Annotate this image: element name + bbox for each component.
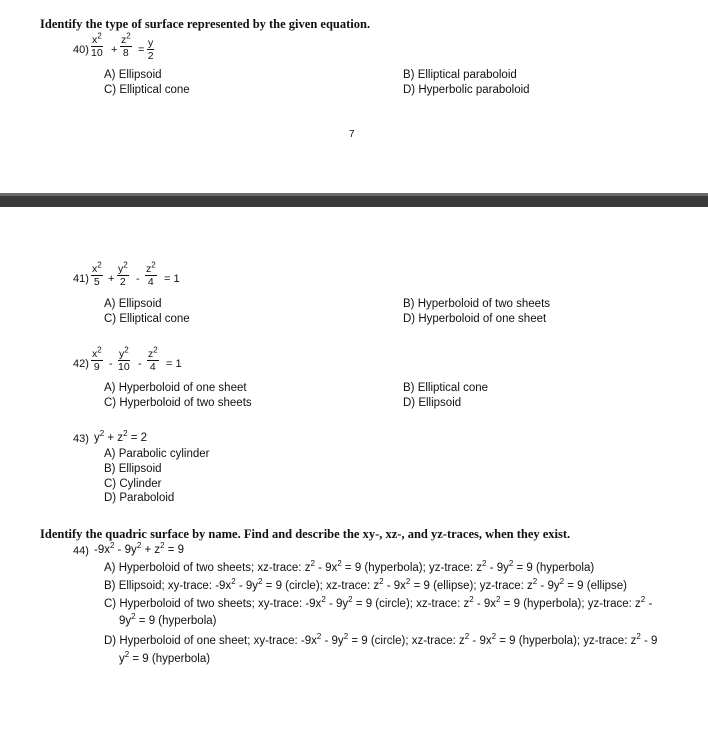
- option-d[interactable]: D) Ellipsoid: [403, 397, 462, 409]
- page-divider: [0, 193, 708, 207]
- fraction-3: $\frac{z^2}{4}$: [146, 260, 156, 288]
- fraction-2: $\frac{z^2}{8}$: [121, 31, 131, 59]
- instruction-1: Identify the type of surface represented by the given equation.: [40, 17, 371, 31]
- option-c[interactable]: C) Elliptical cone: [104, 84, 190, 96]
- fraction-2: $\frac{y^2}{10}$: [118, 345, 130, 373]
- question-number: 44): [73, 545, 89, 557]
- fraction-1: $\frac{x^2}{9}$: [92, 345, 102, 373]
- option-a[interactable]: A) Hyperboloid of one sheet: [104, 382, 247, 394]
- question-number: 40): [73, 44, 89, 56]
- option-b[interactable]: B) Elliptical paraboloid: [403, 69, 517, 81]
- option-d[interactable]: D) Hyperbolic paraboloid: [403, 84, 530, 96]
- fraction-1: $\frac{x^2}{5}$: [92, 260, 102, 288]
- option-b[interactable]: B) Elliptical cone: [403, 382, 489, 394]
- option-a[interactable]: A) Ellipsoid: [104, 69, 162, 81]
- fraction-3: $\frac{y}{2}$: [147, 37, 154, 62]
- equation: $-9x^2 - 9y^2 + z^2 = 9$: [94, 541, 185, 556]
- option-c-continued: $9y^2 = 9$ (hyperbola): [119, 612, 217, 627]
- question-number: 43): [73, 433, 89, 445]
- fraction-2: $\frac{y^2}{2}$: [118, 260, 128, 288]
- option-a[interactable]: A) Ellipsoid: [104, 298, 162, 310]
- question-number: 42): [73, 358, 89, 370]
- option-c[interactable]: C) Hyperboloid of two sheets: [104, 397, 252, 409]
- question-number: 41): [73, 273, 89, 285]
- option-d[interactable]: D) Paraboloid: [104, 492, 175, 504]
- page-number: 7: [349, 129, 355, 140]
- fraction-1: $\frac{x^2}{10}$: [91, 31, 103, 59]
- option-b[interactable]: B) Hyperboloid of two sheets: [403, 298, 551, 310]
- option-d-continued: $y^2 = 9$ (hyperbola): [119, 650, 211, 665]
- option-c[interactable]: C) Elliptical cone: [104, 313, 190, 325]
- option-c[interactable]: C) Cylinder: [104, 478, 162, 490]
- instruction-2: Identify the quadric surface by name. Find and describe the xy-, xz-, and yz-traces, when they exist.: [40, 527, 571, 541]
- fraction-3: $\frac{z^2}{4}$: [148, 345, 158, 373]
- equation: $y^2 + z^2 = 2$: [94, 429, 148, 444]
- option-c[interactable]: C) Hyperboloid of two sheets; xy-trace: $-9x^2 - 9y^2 = 9$ (circle); xz-trace: $z^2 - 9x^2 = 9$ (hyperbola); yz-trace: $z^2$ -: [104, 595, 653, 610]
- option-a[interactable]: A) Parabolic cylinder: [104, 448, 210, 460]
- option-d[interactable]: D) Hyperboloid of one sheet: [403, 313, 547, 325]
- option-b[interactable]: B) Ellipsoid: [104, 463, 162, 475]
- option-a[interactable]: A) Hyperboloid of two sheets; xz-trace: $z^2 - 9x^2 = 9$ (hyperbola); yz-trace: $z^2 - 9y^2 = 9$ (hyperbola): [104, 559, 595, 574]
- option-d[interactable]: D) Hyperboloid of one sheet; xy-trace: $-9x^2 - 9y^2 = 9$ (circle); xz-trace: $z^2 - 9x^2 = 9$ (hyperbola); yz-trace: $z^2 - 9$: [104, 632, 658, 647]
- option-b[interactable]: B) Ellipsoid; xy-trace: $-9x^2 - 9y^2 = 9$ (circle); xz-trace: $z^2 - 9x^2 = 9$ (ellipse); yz-trace: $z^2 - 9y^2 = 9$ (ellipse): [104, 577, 628, 592]
